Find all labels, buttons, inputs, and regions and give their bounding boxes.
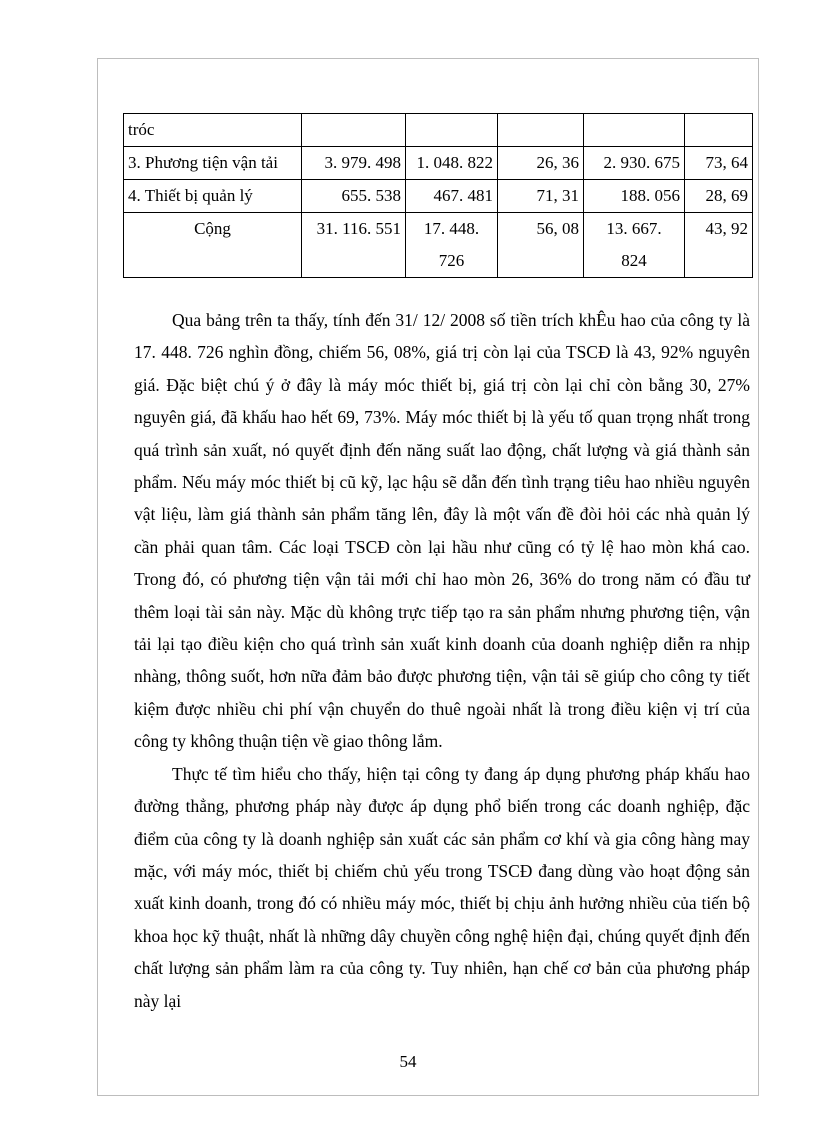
- asset-name-cell: 4. Thiết bị quản lý: [124, 180, 302, 213]
- remaining-percent-cell: 73, 64: [685, 147, 753, 180]
- asset-name-cell: 3. Phương tiện vận tải: [124, 147, 302, 180]
- total-remaining-line2: 824: [621, 251, 647, 270]
- total-depreciation-line2: 726: [438, 251, 465, 270]
- total-label-cell: Cộng: [124, 213, 302, 278]
- paragraph: Thực tế tìm hiểu cho thấy, hiện tại công ty đang áp dụng phương pháp khấu hao đường thẳng, phương pháp này được áp dụng phổ biến trong các doanh nghiệp, đặc điểm của công ty là doanh nghiệp sản xuất các sản phẩm cơ khí và gia công hàng may mặc, với máy móc, thiết bị chiếm chủ yếu trong TSCĐ đang dùng vào hoạt động sản xuất kinh doanh, trong đó có nhiều máy móc, thiết bị chịu ảnh hưởng nhiều của tiến bộ khoa học kỹ thuật, nhất là những dây chuyền công nghệ hiện đại, chúng quyết định đến chất lượng sản phẩm làm ra của công ty. Tuy nhiên, hạn chế cơ bản của phương pháp này lại: [134, 763, 750, 1011]
- remaining-value-cell: 2. 930. 675: [584, 147, 685, 180]
- total-depreciation-line1: 17. 448.: [423, 219, 480, 238]
- fixed-asset-table: [123, 113, 753, 278]
- asset-name-cell: tróc: [124, 114, 302, 147]
- depreciation-cell: 1. 048. 822: [406, 147, 498, 180]
- body-text: [134, 304, 750, 1017]
- table-row: [124, 147, 753, 180]
- total-remaining-value-cell: [584, 213, 685, 278]
- depreciation-cell: [406, 114, 498, 147]
- total-depreciation-percent-cell: 56, 08: [498, 213, 584, 278]
- remaining-value-cell: [584, 114, 685, 147]
- original-cost-cell: 3. 979. 498: [302, 147, 406, 180]
- page-number: 54: [399, 1052, 417, 1071]
- depreciation-percent-cell: [498, 114, 584, 147]
- paragraph: Qua bảng trên ta thấy, tính đến 31/ 12/ 2008 số tiền trích khÊu hao của công ty là 17. 448. 726 nghìn đồng, chiếm 56, 08%, giá trị còn lại của TSCĐ là 43, 92% nguyên giá. Đặc biệt chú ý ở đây là máy móc thiết bị, giá trị còn lại chỉ còn bằng 30, 27% nguyên giá, đã khấu hao hết 69, 73%. Máy móc thiết bị là yếu tố quan trọng nhất trong quá trình sản xuất, nó quyết định đến năng suất lao động, chất lượng và giá thành sản phẩm. Nếu máy móc thiết bị cũ kỹ, lạc hậu sẽ dẫn đến tình trạng tiêu hao nhiều nguyên vật liệu, làm giá thành sản phẩm tăng lên, đây là một vấn đề đòi hỏi các nhà quản lý cần phải quan tâm. Các loại TSCĐ còn lại hầu như cũng có tỷ lệ hao mòn khá cao. Trong đó, có phương tiện vận tải mới chỉ hao mòn 26, 36% do trong năm có đầu tư thêm loại tài sản này. Mặc dù không trực tiếp tạo ra sản phẩm nhưng phương tiện, vận tải lại tạo điều kiện cho quá trình sản xuất kinh doanh của doanh nghiệp diễn ra nhịp nhàng, thông suốt, hơn nữa đảm bảo được phương tiện, vận tải sẽ giúp cho công ty tiết kiệm được nhiều chi phí vận chuyển do thuê ngoài nhất là trong điều kiện vị trí của công ty không thuận tiện về giao thông lắm.: [134, 310, 750, 752]
- total-original-cost-cell: 31. 116. 551: [302, 213, 406, 278]
- table-row: [124, 180, 753, 213]
- depreciation-cell: 467. 481: [406, 180, 498, 213]
- total-depreciation-cell: [406, 213, 498, 278]
- original-cost-cell: 655. 538: [302, 180, 406, 213]
- remaining-percent-cell: 28, 69: [685, 180, 753, 213]
- depreciation-percent-cell: 71, 31: [498, 180, 584, 213]
- remaining-percent-cell: [685, 114, 753, 147]
- table-row: [124, 114, 753, 147]
- depreciation-percent-cell: 26, 36: [498, 147, 584, 180]
- total-remaining-line1: 13. 667.: [606, 219, 662, 238]
- table-total-row: [124, 213, 753, 278]
- original-cost-cell: [302, 114, 406, 147]
- remaining-value-cell: 188. 056: [584, 180, 685, 213]
- total-remaining-percent-cell: 43, 92: [685, 213, 753, 278]
